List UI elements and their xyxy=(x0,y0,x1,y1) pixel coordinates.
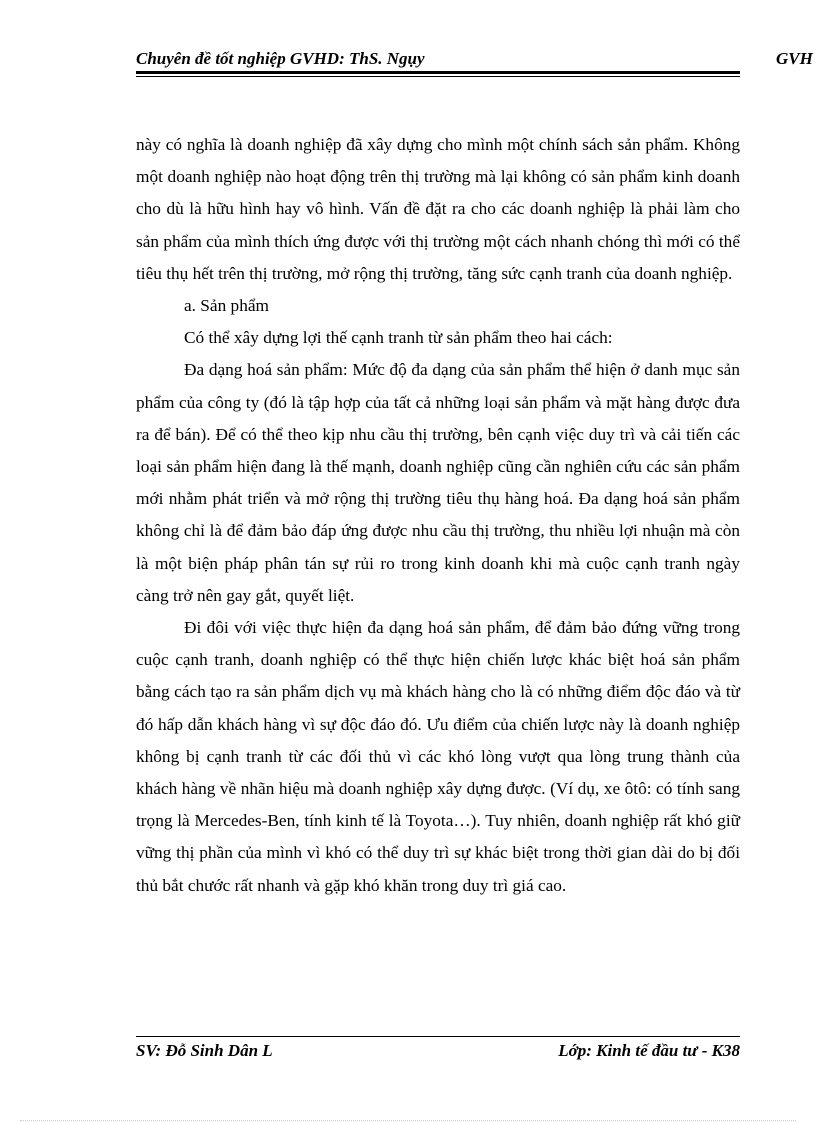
footer-rule xyxy=(136,1036,740,1037)
footer-class: Lớp: Kinh tế đầu tư - K38 xyxy=(558,1041,740,1060)
header-left-title: Chuyên đề tốt nghiệp GVHD: ThS. Ngụy xyxy=(136,49,425,68)
section-heading-san-pham: a. Sản phẩm xyxy=(184,296,269,316)
header-rule-thin xyxy=(136,76,740,77)
page-bottom-border xyxy=(20,1120,796,1121)
footer-student: SV: Đỗ Sinh Dân L xyxy=(136,1041,273,1060)
header-right-title: GVH xyxy=(776,49,813,68)
header-rule-thick xyxy=(136,71,740,74)
paragraph-continuation: này có nghĩa là doanh nghiệp đã xây dựng cho mình một chính sách sản phẩm. Không một doanh nghiệp nào hoạt động trên thị trường mà lại không có sản phẩm kinh doanh cho dù là hữu hình hay vô hình. Vấn đề đặt ra cho các doanh nghiệp là phải làm cho sản phẩm của mình thích ứng được với thị trường một cách nhanh chóng thì mới có thể tiêu thụ hết trên thị trường, mở rộng thị trường, tăng sức cạnh tranh của doanh nghiệp. xyxy=(136,135,740,283)
paragraph-differentiation: Đi đôi với việc thực hiện đa dạng hoá sản phẩm, để đảm bảo đứng vững trong cuộc cạnh tranh, doanh nghiệp có thể thực hiện chiến lược khác biệt hoá sản phẩm bằng cách tạo ra sản phẩm dịch vụ mà khách hàng cho là có những điểm độc đáo và từ đó hấp dẫn khách hàng vì sự độc đáo đó. Ưu điểm của chiến lược này là doanh nghiệp không bị cạnh tranh từ các đối thủ vì các khó lòng vượt qua lòng trung thành của khách hàng về nhãn hiệu mà doanh nghiệp xây dựng được. (Ví dụ, xe ôtô: có tính sang trọng là Mercedes-Ben, tính kinh tế là Toyota…). Tuy nhiên, doanh nghiệp rất khó giữ vững thị phần của mình vì khó có thể duy trì sự khác biệt trong thời gian dài do bị đối thủ bắt chước rất nhanh và gặp khó khăn trong duy trì giá cao. xyxy=(136,618,740,895)
paragraph-diversification: Đa dạng hoá sản phẩm: Mức độ đa dạng của sản phẩm thể hiện ở danh mục sản phẩm của công ty (đó là tập hợp của tất cả những loại sản phẩm và mặt hàng được đưa ra để bán). Để có thể theo kịp nhu cầu thị trường, bên cạnh việc duy trì và cải tiến các loại sản phẩm hiện đang là thế mạnh, doanh nghiệp cũng cần nghiên cứu các sản phẩm mới nhằm phát triển và mở rộng thị trường tiêu thụ hàng hoá. Đa dạng hoá sản phẩm không chỉ là để đảm bảo đáp ứng được nhu cầu thị trường, thu nhiều lợi nhuận mà còn là một biện pháp phân tán sự rủi ro trong kinh doanh khi mà cuộc cạnh tranh ngày càng trở nên gay gắt, quyết liệt. xyxy=(136,360,740,605)
document-body xyxy=(136,129,740,902)
paragraph-two-ways: Có thể xây dựng lợi thế cạnh tranh từ sản phẩm theo hai cách: xyxy=(184,328,613,348)
